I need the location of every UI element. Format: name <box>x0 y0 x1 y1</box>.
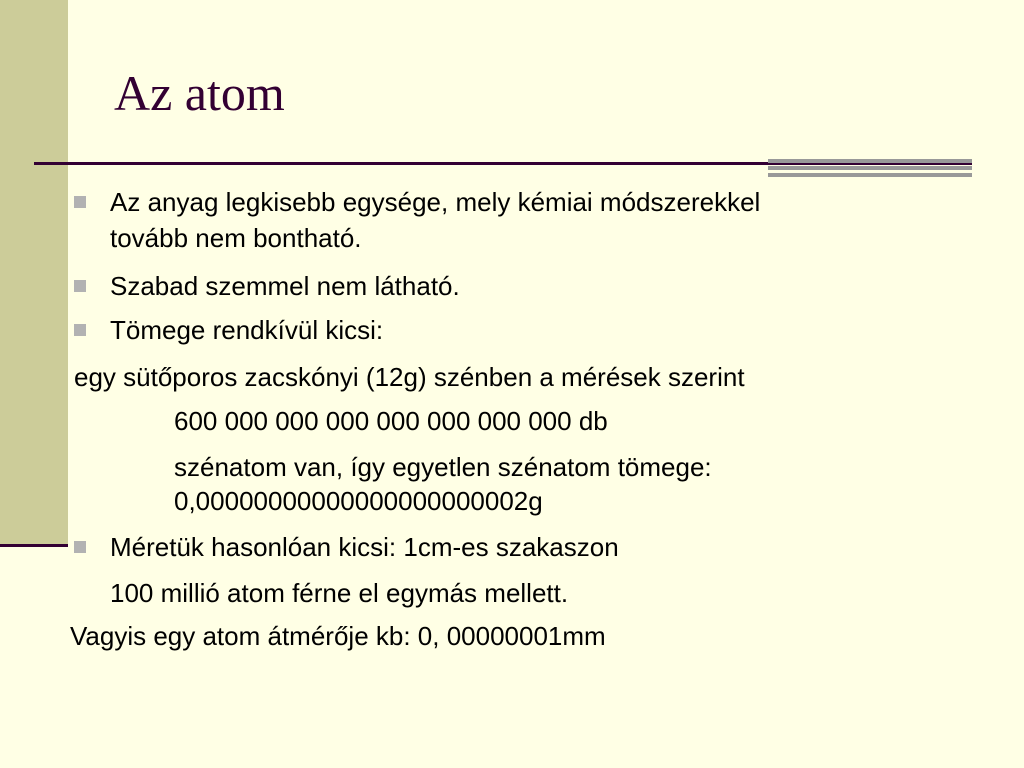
accent-bar <box>768 173 972 177</box>
bullet-square-icon <box>74 196 86 208</box>
conclusion-text: Vagyis egy atom átmérője kb: 0, 00000001mm <box>70 621 606 651</box>
bullet-square-icon <box>74 280 86 292</box>
mass-count-text: 600 000 000 000 000 000 000 000 db <box>174 406 608 436</box>
bullet-square-icon <box>74 541 86 553</box>
bullet-text-1-line-2: tovább nem bontható. <box>110 223 362 253</box>
slide-title: Az atom <box>114 65 285 121</box>
mass-line-text: szénatom van, így egyetlen szénatom tömege: <box>174 452 712 482</box>
bullet-square-icon <box>74 324 86 336</box>
accent-bar <box>768 159 972 163</box>
bullet-text-3: Tömege rendkívül kicsi: <box>110 315 384 345</box>
left-band-rule <box>0 544 68 547</box>
bullet-text-2: Szabad szemmel nem látható. <box>110 271 460 301</box>
bullet-text-4: Méretük hasonlóan kicsi: 1cm-es szakaszon <box>110 532 619 562</box>
mass-value-text: 0,00000000000000000000002g <box>174 486 543 516</box>
bullet-text-1-line-1: Az anyag legkisebb egysége, mely kémiai módszerekkel <box>110 187 761 217</box>
mass-intro-text: egy sütőporos zacskónyi (12g) szénben a mérések szerint <box>74 362 745 392</box>
left-decorative-band <box>0 0 68 545</box>
accent-bar <box>768 166 972 170</box>
size-line-text: 100 millió atom férne el egymás mellett. <box>110 578 569 608</box>
